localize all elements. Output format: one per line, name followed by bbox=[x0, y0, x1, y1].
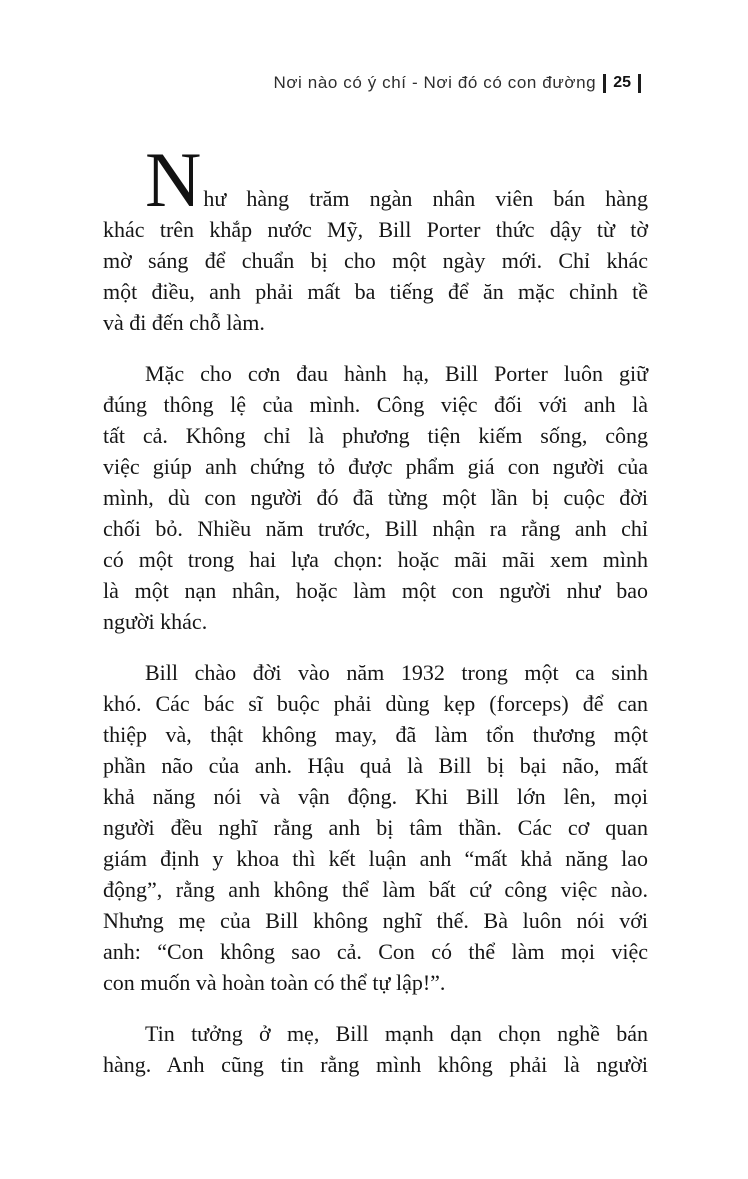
page-number: 25 bbox=[613, 74, 631, 91]
text-line: mình, dù con người đó đã từng một lần bị cuộc đời bbox=[103, 485, 648, 510]
text-line: chối bỏ. Nhiều năm trước, Bill nhận ra rằng anh chỉ bbox=[103, 516, 648, 541]
text-line: con muốn và hoàn toàn có thể tự lập!”. bbox=[103, 970, 446, 995]
text-line: động”, rằng anh không thể làm bất cứ công việc nào. bbox=[103, 877, 648, 902]
text-line: và đi đến chỗ làm. bbox=[103, 310, 265, 335]
drop-cap-initial: N bbox=[145, 136, 204, 223]
text-line: khác trên khắp nước Mỹ, Bill Porter thức dậy từ tờ bbox=[103, 217, 648, 242]
text-line-content: hư hàng trăm ngàn nhân viên bán hàng bbox=[203, 186, 648, 211]
text-line: khả năng nói và vận động. Khi Bill lớn lên, mọi bbox=[103, 784, 648, 809]
body-text bbox=[103, 136, 648, 1080]
text-line: người khác. bbox=[103, 609, 208, 634]
text-line: Bill chào đời vào năm 1932 trong một ca sinh bbox=[145, 660, 648, 685]
text-line: một điều, anh phải mất ba tiếng để ăn mặc chỉnh tề bbox=[103, 279, 648, 304]
text-line: mờ sáng để chuẩn bị cho một ngày mới. Chỉ khác bbox=[103, 248, 648, 273]
text-line: Tin tưởng ở mẹ, Bill mạnh dạn chọn nghề bán bbox=[145, 1021, 648, 1046]
paragraph-4 bbox=[103, 1018, 648, 1080]
text-line: việc giúp anh chứng tỏ được phẩm giá con người của bbox=[103, 454, 648, 479]
text-line: giám định y khoa thì kết luận anh “mất khả năng lao bbox=[103, 846, 648, 871]
running-header bbox=[103, 72, 648, 94]
text-line: thiệp và, thật không may, đã làm tổn thương một bbox=[103, 722, 648, 747]
running-header-title: Nơi nào có ý chí - Nơi đó có con đường bbox=[273, 73, 597, 92]
text-line: phần não của anh. Hậu quả là Bill bị bại não, mất bbox=[103, 753, 648, 778]
header-divider-bar-right bbox=[638, 74, 641, 93]
text-line: là một nạn nhân, hoặc làm một con người như bao bbox=[103, 578, 648, 603]
text-line: đúng thông lệ của mình. Công việc đối với anh là bbox=[103, 392, 648, 417]
text-line: Mặc cho cơn đau hành hạ, Bill Porter luôn giữ bbox=[145, 361, 648, 386]
paragraph-2 bbox=[103, 358, 648, 637]
text-line: anh: “Con không sao cả. Con có thể làm mọi việc bbox=[103, 939, 648, 964]
text-line: khó. Các bác sĩ buộc phải dùng kẹp (forceps) để can bbox=[103, 691, 648, 716]
paragraph-3 bbox=[103, 657, 648, 998]
text-line bbox=[103, 136, 648, 223]
text-line: người đều nghĩ rằng anh bị tâm thần. Các cơ quan bbox=[103, 815, 648, 840]
text-line: có một trong hai lựa chọn: hoặc mãi mãi xem mình bbox=[103, 547, 648, 572]
paragraph-1 bbox=[103, 136, 648, 338]
text-line: hàng. Anh cũng tin rằng mình không phải là người bbox=[103, 1052, 648, 1077]
header-divider-bar-left bbox=[603, 74, 606, 93]
text-line: tất cả. Không chỉ là phương tiện kiếm sống, công bbox=[103, 423, 648, 448]
text-line: Nhưng mẹ của Bill không nghĩ thế. Bà luôn nói với bbox=[103, 908, 648, 933]
